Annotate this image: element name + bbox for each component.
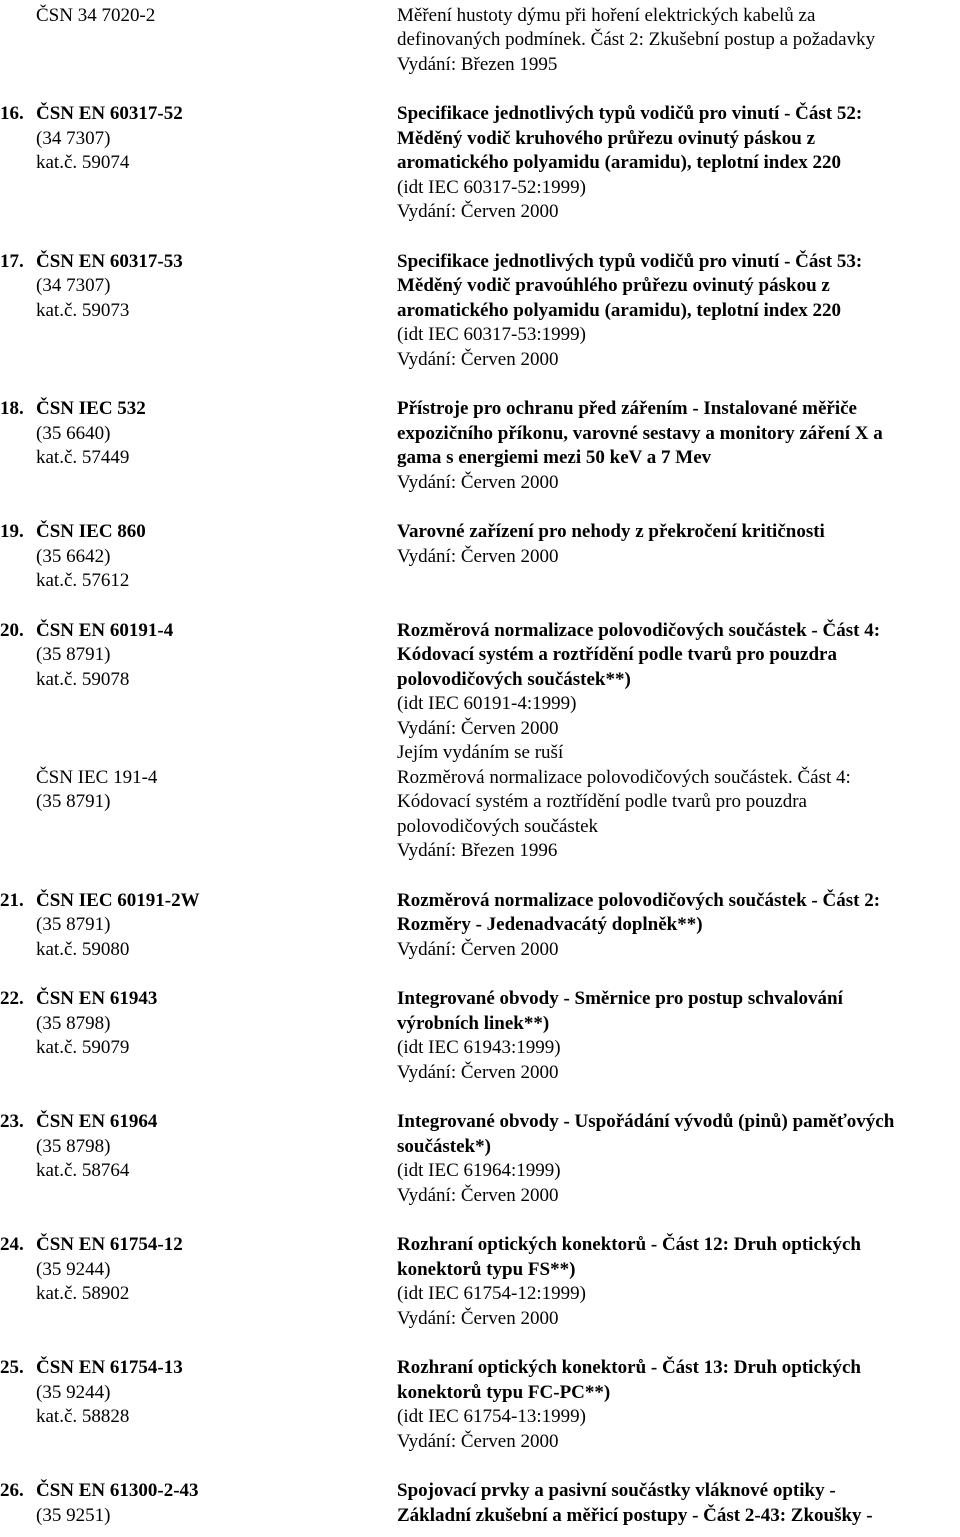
entry-number: 26. [0,1480,24,1501]
entry-issued: Vydání: Červen 2000 [397,718,559,739]
entry-number: 24. [0,1234,24,1255]
entry-title-line: Varovné zařízení pro nehody z překročení kritičnosti [397,521,825,542]
entry-number: 16. [0,103,24,124]
entry-issued: Vydání: Červen 2000 [397,349,559,370]
entry-number: 22. [0,988,24,1009]
entry-class-code: (35 8791) [36,914,111,935]
entry-issued: Vydání: Červen 2000 [397,1431,559,1452]
entry-title-line: aromatického polyamidu (aramidu), teplotní index 220 [397,152,842,173]
entry-code: ČSN EN 61300-2-43 [36,1480,199,1501]
entry-issued: Vydání: Červen 2000 [397,201,559,222]
entry-code: ČSN IEC 860 [36,521,146,542]
entry-class-code: (35 9251) [36,1505,111,1526]
entry-number: 18. [0,398,24,419]
entry-title-line: součástek*) [397,1136,491,1157]
entry-catalog-no: kat.č. 59079 [36,1037,130,1058]
entry-idt: (idt IEC 60317-53:1999) [397,324,586,345]
replaced-class-code: (35 8791) [36,791,111,812]
entry-code: ČSN EN 61943 [36,988,158,1009]
entry-number: 17. [0,251,24,272]
entry-idt: (idt IEC 61754-12:1999) [397,1283,586,1304]
entry-code: ČSN EN 60317-52 [36,103,183,124]
entry-title-line: výrobních linek**) [397,1013,550,1034]
entry-issued: Vydání: Červen 2000 [397,1185,559,1206]
entry-title-line: Měření hustoty dýmu při hoření elektrických kabelů za [397,5,816,26]
entry-title-line: konektorů typu FS**) [397,1259,576,1280]
entry-title-line: konektorů typu FC-PC**) [397,1382,611,1403]
entry-number: 19. [0,521,24,542]
entry-code: ČSN EN 61754-12 [36,1234,183,1255]
entry-issued: Vydání: Červen 2000 [397,472,559,493]
entry-idt: (idt IEC 61943:1999) [397,1037,561,1058]
entry-catalog-no: kat.č. 59078 [36,669,130,690]
entry-title-line: Integrované obvody - Směrnice pro postup schvalování [397,988,843,1009]
entry-code: ČSN 34 7020-2 [36,5,156,26]
entry-catalog-no: kat.č. 59080 [36,939,130,960]
replaced-title-line: Kódovací systém a roztřídění podle tvarů pro pouzdra [397,791,807,812]
entry-catalog-no: kat.č. 57612 [36,570,130,591]
entry-title-line: definovaných podmínek. Část 2: Zkušební postup a požadavky [397,29,876,50]
entry-class-code: (35 9244) [36,1259,111,1280]
entry-title-line: Rozměrová normalizace polovodičových součástek - Část 4: [397,620,881,641]
replaced-code: ČSN IEC 191-4 [36,767,158,788]
replaced-title-line: polovodičových součástek [397,816,599,837]
entry-title-line: Přístroje pro ochranu před zářením - Instalované měřiče [397,398,857,419]
entry-title-line: Specifikace jednotlivých typů vodičů pro vinutí - Část 52: [397,103,863,124]
entry-code: ČSN EN 60317-53 [36,251,183,272]
entry-idt: (idt IEC 60317-52:1999) [397,177,586,198]
entry-catalog-no: kat.č. 58902 [36,1283,130,1304]
entry-title-line: Kódovací systém a roztřídění podle tvarů pro pouzdra [397,644,837,665]
entry-code: ČSN IEC 532 [36,398,146,419]
entry-number: 21. [0,890,24,911]
replaced-issued: Vydání: Březen 1996 [397,840,558,861]
entry-title-line: Spojovací prvky a pasivní součástky vláknové optiky - [397,1480,836,1501]
entry-catalog-no: kat.č. 57449 [36,447,130,468]
entry-idt: (idt IEC 60191-4:1999) [397,693,577,714]
entry-title-line: gama s energiemi mezi 50 keV a 7 Mev [397,447,712,468]
entry-code: ČSN EN 61754-13 [36,1357,183,1378]
entry-title-line: Základní zkušební a měřicí postupy - Část 2-43: Zkoušky - [397,1505,873,1526]
entry-title-line: polovodičových součástek**) [397,669,631,690]
entry-class-code: (35 6642) [36,546,111,567]
entry-code: ČSN EN 61964 [36,1111,158,1132]
entry-title-line: Integrované obvody - Uspořádání vývodů (pinů) paměťových [397,1111,895,1132]
entry-class-code: (34 7307) [36,128,111,149]
entry-class-code: (34 7307) [36,275,111,296]
entry-class-code: (35 8798) [36,1013,111,1034]
entry-issued: Vydání: Březen 1995 [397,54,558,75]
entry-idt: (idt IEC 61754-13:1999) [397,1406,586,1427]
entry-catalog-no: kat.č. 58828 [36,1406,130,1427]
entry-issued: Vydání: Červen 2000 [397,939,559,960]
entry-class-code: (35 9244) [36,1382,111,1403]
entry-title-line: expozičního příkonu, varovné sestavy a monitory záření X a [397,423,883,444]
replaces-note: Jejím vydáním se ruší [397,742,564,763]
entry-number: 23. [0,1111,24,1132]
entry-class-code: (35 8791) [36,644,111,665]
entry-catalog-no: kat.č. 59074 [36,152,130,173]
entry-title-line: Měděný vodič kruhového průřezu ovinutý páskou z [397,128,816,149]
entry-issued: Vydání: Červen 2000 [397,1308,559,1329]
entry-title-line: Rozměrová normalizace polovodičových součástek - Část 2: [397,890,881,911]
entry-title-line: Rozhraní optických konektorů - Část 12: Druh optických [397,1234,861,1255]
entry-issued: Vydání: Červen 2000 [397,1062,559,1083]
entry-class-code: (35 6640) [36,423,111,444]
entry-issued: Vydání: Červen 2000 [397,546,559,567]
entry-number: 25. [0,1357,24,1378]
entry-title-line: Rozměry - Jedenadvacátý doplněk**) [397,914,703,935]
entry-title-line: Rozhraní optických konektorů - Část 13: Druh optických [397,1357,861,1378]
entry-code: ČSN EN 60191-4 [36,620,174,641]
replaced-title-line: Rozměrová normalizace polovodičových součástek. Část 4: [397,767,851,788]
entry-title-line: Měděný vodič pravoúhlého průřezu ovinutý páskou z [397,275,830,296]
entry-catalog-no: kat.č. 58764 [36,1160,130,1181]
entry-class-code: (35 8798) [36,1136,111,1157]
entry-catalog-no: kat.č. 59073 [36,300,130,321]
entry-title-line: aromatického polyamidu (aramidu), teplotní index 220 [397,300,842,321]
entry-title-line: Specifikace jednotlivých typů vodičů pro vinutí - Část 53: [397,251,863,272]
entry-idt: (idt IEC 61964:1999) [397,1160,561,1181]
entry-number: 20. [0,620,24,641]
entry-code: ČSN IEC 60191-2W [36,890,200,911]
